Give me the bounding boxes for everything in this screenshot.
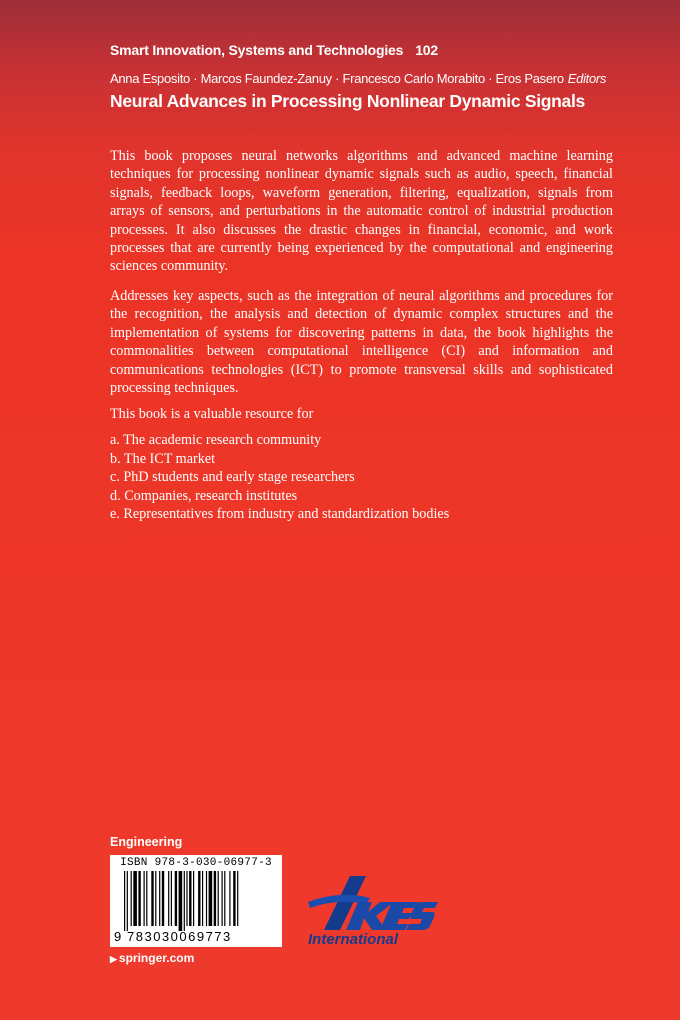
barcode-bar [124,871,125,931]
barcode-bar [229,871,230,926]
barcode-bar [184,871,185,931]
barcode-bar [138,871,140,926]
blurb-paragraph-1: This book proposes neural networks algorithms and advanced machine learning techniques for processing nonlinear dynamic signals such as audio, speech, financial signals, feedback loops, waveform generation, filtering, equalization, signals from arrays of sensors, and perturbations in the automatic control of industrial production processes. It also discusses the drastic changes in financial, economic, and work processes that are currently being experienced by the computational and engineering sciences community. [110,148,613,275]
barcode-bar [222,871,223,926]
barcode-bar [218,871,219,926]
publisher-website[interactable] [110,951,194,965]
barcode-bar [144,871,145,926]
barcode-bar [186,871,187,926]
barcode-bar [131,871,132,926]
book-title: Neural Advances in Processing Nonlinear Dynamic Signals [110,91,585,111]
barcode-bar [214,871,216,926]
barcode-bar [159,871,160,926]
website-label: springer.com [118,951,195,965]
list-item: e. Representatives from industry and standardization bodies [110,506,450,522]
barcode-bar [189,871,191,926]
arrow-right-icon: ▶ [110,954,117,964]
barcode-bar [209,871,213,926]
list-item: c. PhD students and early stage researchers [110,469,355,485]
list-item: a. The academic research community [110,432,322,448]
barcode-bar [151,871,153,926]
kes-logo-icon [300,872,440,934]
barcode-lead-digit: 9 [114,929,122,944]
editor-names: Anna Esposito · Marcos Faundez-Zanuy · Francesco Carlo Morabito · Eros Pasero [110,71,564,86]
editors-role: Editors [567,71,607,86]
editors-line [110,71,606,86]
blurb-paragraph-2: Addresses key aspects, such as the integration of neural algorithms and procedures for the recognition, the analysis and detection of dynamic complex structures and the implementation of systems for discovering patterns in data, the book highlights the commonalities between computational intelligence (CI) and information and communications technologies (ICT) to promote transversal skills and sophisticated processing techniques. [110,288,613,397]
subject-category: Engineering [110,835,183,849]
barcode-bar [171,871,172,926]
barcode-bar [168,871,169,926]
barcode-bar [206,871,207,926]
isbn-label: ISBN 978-3-030-06977-3 [120,857,272,869]
list-item: d. Companies, research institutes [110,487,298,504]
series-line [110,42,438,58]
barcode-bar [162,871,164,926]
audience-list [110,431,449,524]
barcode-bar [175,871,177,926]
series-name: Smart Innovation, Systems and Technologies [110,42,404,58]
barcode-bar [133,871,137,926]
kes-logo-text: International [308,931,399,948]
barcode-bar [127,871,128,931]
blurb-paragraph-3: This book is a valuable resource for [110,406,314,422]
barcode-bar [193,871,194,926]
barcode-bar [155,871,156,926]
barcode-bar [237,871,238,926]
barcode-bar [198,871,200,926]
barcode-bar [146,871,147,926]
barcode-bar [233,871,235,926]
barcode-bar [202,871,203,926]
barcode-bar [224,871,225,926]
barcode-number: 783030069773 [127,929,232,944]
isbn-barcode [110,855,282,947]
series-number: 102 [415,42,438,58]
list-item: b. The ICT market [110,450,216,467]
barcode-bar [179,871,183,931]
